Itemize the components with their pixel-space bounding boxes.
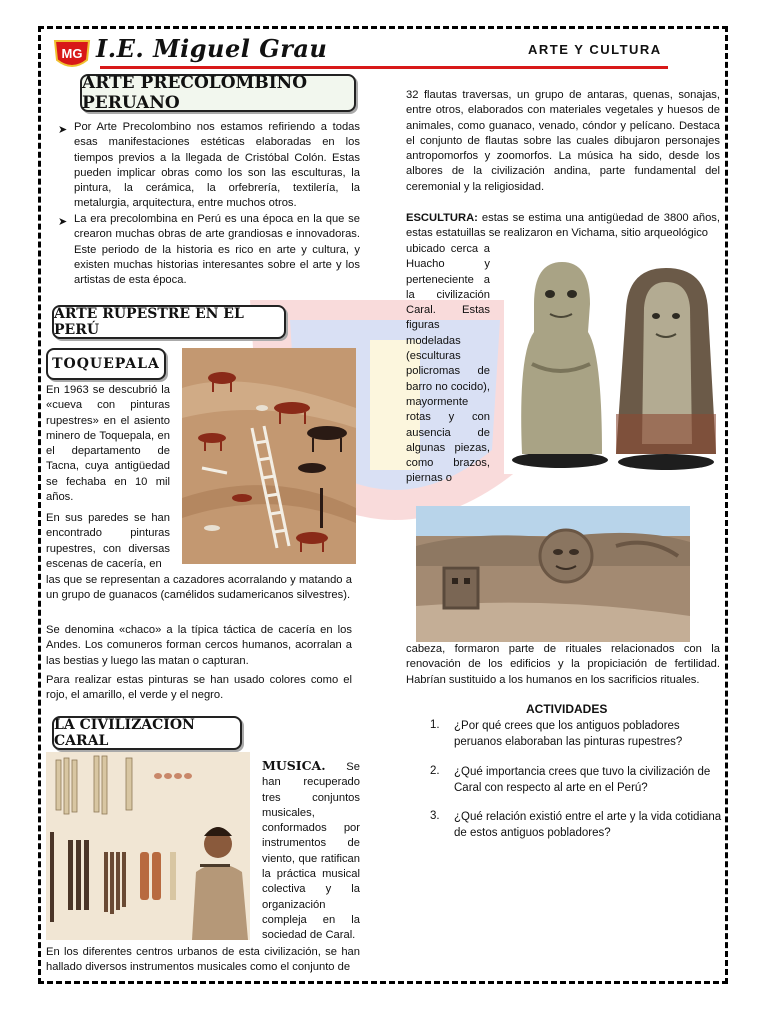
toquepala-paragraph-2a: En sus paredes se han encontrado pinturas rupestres, con diversas escenas de cacería, en: [46, 512, 170, 570]
cave-painting-image: [182, 348, 356, 564]
bullet-arrow-icon: ➤: [58, 124, 68, 136]
caral-musica-continued: En los diferentes centros urbanos de esta civilización, se han hallado diversos instrumentos musicales como el conjunto de: [46, 946, 360, 974]
section-title-arte-rupestre: ARTE RUPESTRE EN EL PERÚ: [52, 305, 286, 339]
school-logo: [52, 38, 92, 72]
clay-figurines-image: [504, 254, 720, 474]
bullet-arrow-icon: ➤: [58, 216, 68, 228]
musica-label: MUSICA.: [262, 758, 326, 773]
question-number: 3.: [430, 810, 440, 822]
main-title: ARTE PRECOLOMBINO PERUANO: [80, 74, 356, 112]
caral-escultura-column: ubicado cerca a Huacho y perteneciente a la civilización Caral. Estas figuras modeladas (esculturas policromas de barro no cocido), mayormente rotas y con ausencia de algunas piezas, como brazos, piernas o: [406, 243, 490, 485]
caral-escultura-paragraph: [406, 211, 720, 242]
escultura-text: estas se estima una antigüedad de 3800 años, estas estatuillas se realizaron en Vichama, sitio arqueológico: [406, 212, 720, 240]
question-1: ¿Por qué crees que los antiguos pobladores peruanos elaboraban las pinturas rupestres?: [454, 720, 683, 748]
toquepala-paragraph-4: Para realizar estas pinturas se han usado colores como el rojo, el amarillo, el verde y el negro.: [46, 674, 352, 702]
section-title-caral: LA CIVILIZACION CARAL: [52, 716, 242, 750]
section-title-toquepala: TOQUEPALA: [46, 348, 166, 380]
toquepala-paragraph-3: Se denomina «chaco» a la típica táctica de cacería en los Andes. Los comuneros forman cercos humanos, acorralan a las bestias y luego las matan o capturan.: [46, 624, 352, 667]
escultura-label: ESCULTURA:: [406, 212, 478, 224]
intro-bullet-1: Por Arte Precolombino nos estamos refiriendo a todas esas manifestaciones estéticas elaboradas en los tiempos previos a la llegada de Cristóbal Colón. Estas pueden implicar obras como los son las esculturas, la pintura, la cerámica, la orfebrería, textilería, la metalurgia, arquitectura, entre muchos otros.: [74, 121, 360, 210]
caral-frieze-image: [416, 506, 690, 642]
caral-escultura-end: cabeza, formaron parte de rituales relacionados con la renovación de los edificios y la propiciación de fertilidad. Habrían sustituido a los humanos en los sacrificios rituales.: [406, 643, 720, 686]
question-3: ¿Qué relación existió entre el arte y la vida cotidiana de estos antiguos pobladores?: [454, 811, 722, 839]
toquepala-paragraph-2b: las que se representan a cazadores acorralando y matando a un grupo de guanacos (camélidos sudamericanos silvestres).: [46, 574, 352, 602]
question-number: 1.: [430, 719, 440, 731]
toquepala-paragraph-1: En 1963 se descubrió la «cueva con pinturas rupestres» en el asiento minero de Toquepala, en el departamento de Tacna, cuya antigüedad se fechaba en 10 mil años.: [46, 384, 170, 504]
intro-bullet-2: La era precolombina en Perú es una época en la que se crearon muchas obras de arte grandiosas e innovadoras. Este periodo de la historia es rico en arte y cultura, y existen muchas historias interesantes sobre el arte y los artistas de esta época.: [74, 213, 360, 287]
musical-instruments-image: [46, 752, 250, 940]
question-2: ¿Qué importancia crees que tuvo la civilización de Caral con respecto al arte en el Perú?: [454, 766, 711, 794]
caral-musica-paragraph: [262, 758, 360, 944]
caral-music-right: 32 flautas traversas, un grupo de antaras, quenas, sonajas, entre otros, elaborados con materiales vegetales y huesos de animales, como guanaco, venado, cóndor y pelícano. Destaca el conjunto de flautas sobre las cuales dibujaron personajes antropomorfos y zoomorfos. La música ha sido, desde los albores de la civilización andina, parte fundamental del ceremonial y la religiosidad.: [406, 89, 720, 193]
musica-text: Se han recuperado tres conjuntos musicales, conformados por instrumentos de viento, que ratifican la práctica musical colectiva y la organización compleja en la sociedad de Caral.: [262, 761, 360, 942]
question-number: 2.: [430, 765, 440, 777]
activities-title: ACTIVIDADES: [526, 702, 608, 716]
school-name: I.E. Miguel Grau: [96, 34, 328, 63]
svg-text:MG: MG: [61, 46, 83, 61]
header-red-rule: [100, 66, 668, 69]
subject-label: ARTE Y CULTURA: [528, 42, 662, 57]
